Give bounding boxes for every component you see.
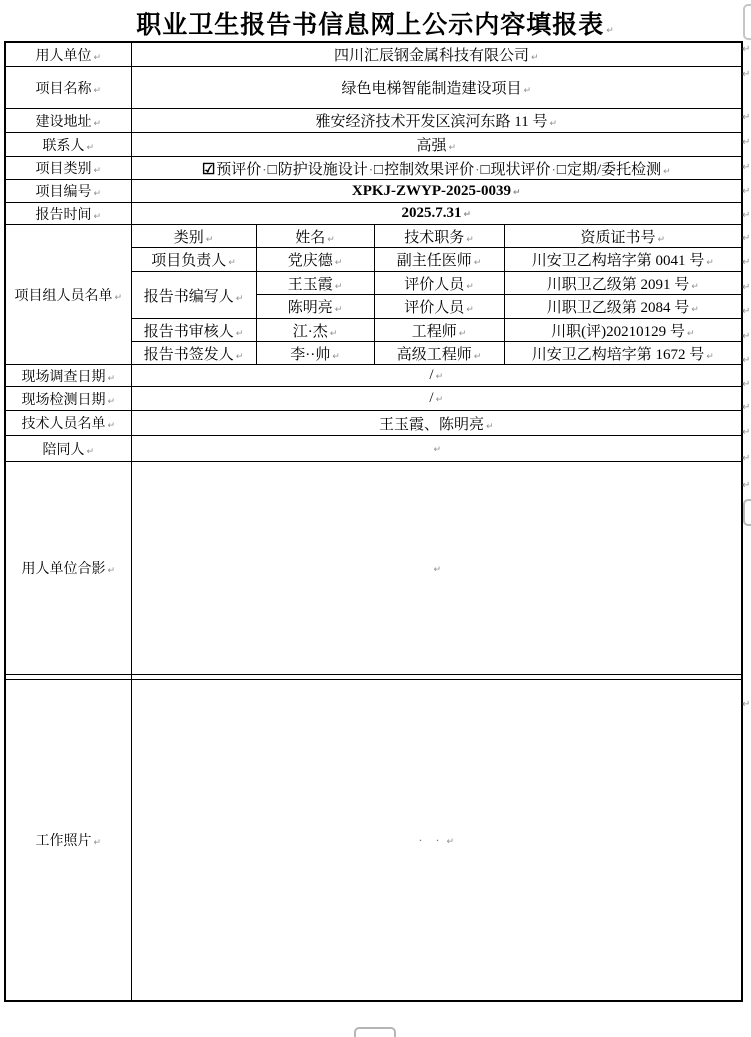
table-row xyxy=(5,680,742,1002)
personnel-title: 评价人员 xyxy=(404,276,465,293)
paragraph-mark-icon: ↵ xyxy=(93,118,102,129)
space-mark-icon: · xyxy=(475,161,480,177)
paragraph-mark-icon: ↵ xyxy=(334,305,343,315)
paragraph-mark-icon: ↵ xyxy=(691,281,699,292)
contact-value: 高强 xyxy=(416,138,447,154)
table-row xyxy=(5,411,742,436)
table-row xyxy=(5,133,742,157)
survey-date-label-cell xyxy=(5,365,131,387)
paragraph-mark-icon: ↵ xyxy=(93,211,102,222)
personnel-title-cell[interactable] xyxy=(374,272,504,295)
personnel-role-cell[interactable] xyxy=(131,272,256,319)
row-end-mark-icon: ↵ xyxy=(742,112,751,123)
contact-label-cell xyxy=(5,133,131,157)
companion-value-cell[interactable] xyxy=(131,436,742,462)
category-label-cell xyxy=(5,157,131,180)
row-end-mark-icon: ↵ xyxy=(742,162,751,173)
edge-widget-fragment[interactable] xyxy=(743,499,751,526)
table-row xyxy=(5,436,742,462)
address-label-cell xyxy=(5,109,131,133)
table-row xyxy=(5,387,742,411)
personnel-cert: 川职(评)20210129 号 xyxy=(551,323,685,340)
personnel-title: 工程师 xyxy=(411,323,457,340)
paragraph-mark-icon: ↵ xyxy=(329,328,338,339)
address-label: 建设地址 xyxy=(35,112,92,129)
paragraph-mark-icon: ↵ xyxy=(334,281,343,292)
table-row xyxy=(5,180,742,203)
personnel-name-cell[interactable] xyxy=(256,295,374,319)
personnel-header-cert xyxy=(504,225,742,248)
tech-staff-value-cell[interactable] xyxy=(131,411,742,436)
paragraph-mark-icon: ↵ xyxy=(93,166,102,176)
row-end-mark-icon: ↵ xyxy=(742,355,751,366)
work-photo-label-cell xyxy=(5,680,131,1002)
row-end-mark-icon: ↵ xyxy=(742,257,751,268)
personnel-name: 王玉霞 xyxy=(287,276,333,293)
personnel-role: 报告书签发人 xyxy=(143,346,234,363)
paragraph-mark-icon: ↵ xyxy=(228,258,236,268)
paragraph-mark-icon: ↵ xyxy=(606,26,615,36)
paragraph-mark-icon: ↵ xyxy=(107,373,116,384)
personnel-header-title xyxy=(374,225,504,248)
table-row xyxy=(5,157,742,180)
checkbox-periodic-testing-icon[interactable]: □ xyxy=(556,161,566,178)
paragraph-mark-icon: ↵ xyxy=(86,446,95,457)
paragraph-mark-icon: ↵ xyxy=(523,86,532,96)
paragraph-mark-icon: ↵ xyxy=(549,119,557,129)
row-end-mark-icon: ↵ xyxy=(742,379,751,390)
project-no-label-cell xyxy=(5,180,131,203)
employer-value-cell[interactable] xyxy=(131,42,742,67)
paragraph-mark-icon: ↵ xyxy=(466,234,474,245)
project-name-value: 绿色电梯智能制造建设项目 xyxy=(341,81,522,97)
space-mark-icon: · xyxy=(262,161,267,177)
project-no-value: XPKJ-ZWYP-2025-0039 xyxy=(351,182,512,199)
tech-staff-label: 技术人员名单 xyxy=(21,415,106,431)
personnel-title-cell[interactable] xyxy=(374,342,504,365)
row-end-mark-icon: ↵ xyxy=(742,137,751,148)
paragraph-mark-icon: ↵ xyxy=(107,396,116,407)
personnel-role: 报告书编写人 xyxy=(143,288,234,305)
project-name-label: 项目名称 xyxy=(35,79,92,96)
personnel-cert: 川安卫乙构培字第 1672 号 xyxy=(531,346,705,363)
paragraph-mark-icon: ↵ xyxy=(205,234,214,245)
tech-staff-label-cell xyxy=(5,411,131,436)
personnel-name: 党庆德 xyxy=(287,253,333,269)
paragraph-mark-icon: ↵ xyxy=(435,395,444,405)
header-text: 姓名 xyxy=(295,229,326,246)
personnel-name: 李··帅 xyxy=(290,346,331,363)
test-date-label-cell xyxy=(5,387,131,411)
table-row xyxy=(5,203,742,225)
table-row xyxy=(5,365,742,387)
group-photo-label-cell xyxy=(5,462,131,675)
survey-date-value-cell[interactable] xyxy=(131,365,742,387)
paragraph-mark-icon: ↵ xyxy=(446,836,455,847)
option-control-effect: 控制效果评价 xyxy=(384,161,475,178)
paragraph-mark-icon: ↵ xyxy=(686,328,695,339)
report-form-table xyxy=(4,41,743,1002)
personnel-header-category xyxy=(131,225,256,248)
category-label: 项目类别 xyxy=(35,160,92,176)
header-text: 资质证书号 xyxy=(580,229,656,246)
address-value: 雅安经济技术开发区滨河东路 11 号 xyxy=(315,114,548,130)
paragraph-mark-icon: ↵ xyxy=(663,166,671,177)
row-end-mark-icon: ↵ xyxy=(742,699,751,710)
option-pre-evaluation: 预评价 xyxy=(216,161,262,178)
paragraph-mark-icon: ↵ xyxy=(691,305,699,315)
personnel-cert-cell[interactable] xyxy=(504,319,742,342)
space-mark-icon: · xyxy=(368,161,374,177)
row-end-mark-icon: ↵ xyxy=(742,44,751,55)
paragraph-mark-icon: ↵ xyxy=(334,258,343,268)
paragraph-mark-icon: ↵ xyxy=(706,351,714,362)
personnel-title-cell[interactable] xyxy=(374,248,504,272)
test-date-value: / xyxy=(429,390,434,406)
personnel-role-cell[interactable] xyxy=(131,319,256,342)
project-no-label: 项目编号 xyxy=(35,183,92,199)
contact-label: 联系人 xyxy=(42,136,85,153)
personnel-cert: 川安卫乙构培字第 0041 号 xyxy=(531,253,705,269)
paragraph-mark-icon: ↵ xyxy=(235,293,244,304)
personnel-name-cell[interactable] xyxy=(256,342,374,365)
paragraph-mark-icon: ↵ xyxy=(93,189,102,199)
report-date-label-cell xyxy=(5,203,131,225)
personnel-header-name xyxy=(256,225,374,248)
option-status-evaluation: 现状评价 xyxy=(490,161,551,178)
personnel-name-cell[interactable] xyxy=(256,319,374,342)
personnel-title-cell[interactable] xyxy=(374,319,504,342)
paragraph-mark-icon: ↵ xyxy=(513,187,521,198)
paragraph-mark-icon: ↵ xyxy=(235,328,244,339)
paragraph-mark-icon: ↵ xyxy=(433,564,442,575)
row-end-mark-icon: ↵ xyxy=(742,233,751,244)
personnel-name-cell[interactable] xyxy=(256,272,374,295)
paragraph-mark-icon: ↵ xyxy=(473,351,482,362)
table-row xyxy=(5,67,742,109)
test-date-label: 现场检测日期 xyxy=(21,390,106,407)
header-text: 类别 xyxy=(173,229,204,246)
personnel-cert-cell[interactable] xyxy=(504,342,742,365)
companion-label: 陪同人 xyxy=(42,440,85,457)
project-name-label-cell xyxy=(5,67,131,109)
row-end-mark-icon: ↵ xyxy=(742,186,751,197)
personnel-role: 项目负责人 xyxy=(151,253,227,269)
space-mark-icon: · xyxy=(551,161,556,177)
personnel-cert: 川职卫乙级第 2084 号 xyxy=(546,300,690,316)
row-end-mark-icon: ↵ xyxy=(742,69,751,80)
personnel-role: 报告书审核人 xyxy=(143,323,234,340)
contact-value-cell[interactable] xyxy=(131,133,742,157)
paragraph-mark-icon: ↵ xyxy=(657,234,666,245)
paragraph-mark-icon: ↵ xyxy=(235,351,244,362)
header-text: 技术职务 xyxy=(404,229,465,246)
option-periodic-testing: 定期/委托检测 xyxy=(566,161,662,178)
paragraph-mark-icon: ↵ xyxy=(107,566,116,576)
paragraph-mark-icon: ↵ xyxy=(466,281,474,292)
option-protective-design: 防护设施设计 xyxy=(277,161,368,178)
row-end-mark-icon: ↵ xyxy=(742,282,751,293)
paragraph-mark-icon: ↵ xyxy=(93,85,102,96)
page-title-text: 职业卫生报告书信息网上公示内容填报表 xyxy=(136,11,605,39)
personnel-name-cell[interactable] xyxy=(256,248,374,272)
paragraph-mark-icon: ↵ xyxy=(463,210,472,220)
page-title xyxy=(0,5,751,41)
paragraph-mark-icon: ↵ xyxy=(86,142,95,153)
paragraph-mark-icon: ↵ xyxy=(327,234,335,245)
paragraph-mark-icon: ↵ xyxy=(706,258,714,268)
personnel-name: 江·杰 xyxy=(292,323,328,340)
paragraph-mark-icon: ↵ xyxy=(114,292,123,303)
row-end-mark-icon: ↵ xyxy=(742,210,751,221)
project-no-value-cell[interactable] xyxy=(131,180,742,203)
tech-staff-value: 王玉霞、陈明亮 xyxy=(378,416,484,433)
row-end-mark-icon: ↵ xyxy=(742,453,751,464)
paragraph-mark-icon: ↵ xyxy=(530,53,539,63)
paragraph-mark-icon: ↵ xyxy=(466,305,474,315)
paragraph-mark-icon: ↵ xyxy=(485,421,494,432)
employer-value: 四川汇辰钢金属科技有限公司 xyxy=(333,48,529,64)
personnel-role-cell[interactable] xyxy=(131,248,256,272)
personnel-role-cell[interactable] xyxy=(131,342,256,365)
table-row xyxy=(5,109,742,133)
paragraph-mark-icon: ↵ xyxy=(332,351,340,362)
row-end-mark-icon: ↵ xyxy=(742,306,751,317)
survey-date-value: / xyxy=(429,367,434,383)
personnel-label-cell xyxy=(5,225,131,365)
personnel-name: 陈明亮 xyxy=(287,300,333,316)
report-date-value: 2025.7.31 xyxy=(401,205,462,221)
checkbox-pre-evaluation-icon[interactable]: ☑ xyxy=(201,161,216,178)
table-row xyxy=(5,42,742,67)
employer-label: 用人单位 xyxy=(35,46,92,63)
test-date-value-cell[interactable] xyxy=(131,387,742,411)
companion-label-cell xyxy=(5,436,131,462)
paragraph-mark-icon: ↵ xyxy=(107,421,116,431)
paragraph-mark-icon: ↵ xyxy=(448,143,457,153)
address-value-cell[interactable] xyxy=(131,109,742,133)
personnel-title: 副主任医师 xyxy=(396,253,472,269)
personnel-cert-cell[interactable] xyxy=(504,295,742,319)
row-end-mark-icon: ↵ xyxy=(742,331,751,342)
paragraph-mark-icon: ↵ xyxy=(93,52,102,63)
paragraph-mark-icon: ↵ xyxy=(435,372,444,382)
group-photo-label: 用人单位合影 xyxy=(21,560,106,576)
checkbox-protective-design-icon[interactable]: □ xyxy=(267,161,277,178)
report-date-label: 报告时间 xyxy=(35,205,92,222)
checkbox-control-effect-icon[interactable]: □ xyxy=(374,161,384,178)
table-row xyxy=(5,462,742,675)
personnel-cert-cell[interactable] xyxy=(504,248,742,272)
space-marks: · · xyxy=(418,832,445,847)
personnel-title: 评价人员 xyxy=(404,300,465,316)
report-date-value-cell[interactable] xyxy=(131,203,742,225)
personnel-header-row xyxy=(5,225,742,248)
edge-widget-fragment[interactable] xyxy=(354,1027,396,1037)
personnel-title: 高级工程师 xyxy=(396,346,472,363)
checkbox-status-evaluation-icon[interactable]: □ xyxy=(480,161,490,178)
paragraph-mark-icon: ↵ xyxy=(458,328,467,339)
personnel-cert-cell[interactable] xyxy=(504,272,742,295)
edge-widget-fragment[interactable] xyxy=(743,4,751,40)
row-end-mark-icon: ↵ xyxy=(742,402,751,413)
paragraph-mark-icon: ↵ xyxy=(93,838,102,848)
category-value-cell xyxy=(131,157,742,180)
personnel-label: 项目组人员名单 xyxy=(14,286,113,303)
personnel-cert: 川职卫乙级第 2091 号 xyxy=(546,276,690,293)
paragraph-mark-icon: ↵ xyxy=(433,445,442,455)
row-end-mark-icon: ↵ xyxy=(742,427,751,438)
work-photo-area[interactable] xyxy=(131,680,742,1002)
survey-date-label: 现场调查日期 xyxy=(21,367,106,384)
paragraph-mark-icon: ↵ xyxy=(473,258,482,268)
group-photo-area[interactable] xyxy=(131,462,742,675)
work-photo-label: 工作照片 xyxy=(35,832,92,848)
project-name-value-cell[interactable] xyxy=(131,67,742,109)
personnel-title-cell[interactable] xyxy=(374,295,504,319)
row-end-mark-icon: ↵ xyxy=(742,480,751,491)
employer-label-cell xyxy=(5,42,131,67)
